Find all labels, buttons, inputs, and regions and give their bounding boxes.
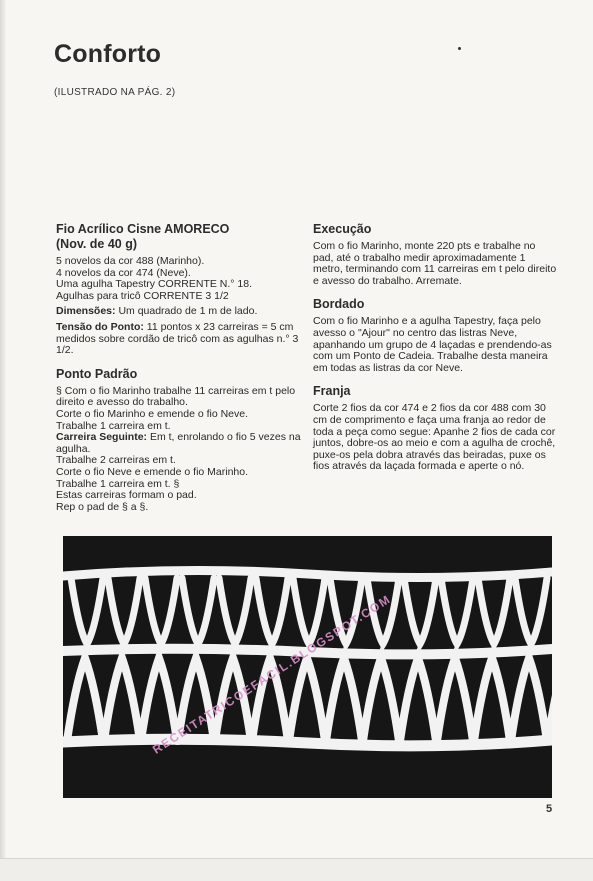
pattern-line: § Com o fio Marinho trabalhe 11 carreiras em t pelo direito e avesso do trabalho. xyxy=(56,384,296,409)
pattern-line: Trabalhe 1 carreira em t. § xyxy=(56,477,180,490)
yarn-heading: Fio Acrílico Cisne AMORECO xyxy=(56,222,230,236)
left-column xyxy=(56,222,301,513)
tension-value: 11 pontos x 23 carreiras = 5 cm medidos sobre cordão de tricô com as agulhas n.° 3 1/2. xyxy=(56,320,299,357)
right-column xyxy=(313,222,557,473)
page-bottom-edge xyxy=(0,858,593,881)
page-gutter-shadow xyxy=(0,0,6,880)
next-row-label: Carreira Seguinte: xyxy=(56,431,148,444)
next-row-text xyxy=(56,432,301,455)
stitch-photo xyxy=(63,536,552,798)
blog-watermark: RECEITATRICOEFACIL.BLOGSPOT.COM xyxy=(150,591,394,757)
print-speck xyxy=(458,47,461,50)
material-line: 5 novelos da cor 488 (Marinho). xyxy=(56,255,205,267)
pattern-line: Corte o fio Marinho e emende o fio Neve. xyxy=(56,407,249,420)
stitch-photo-drawing xyxy=(63,536,552,798)
embroidery-heading: Bordado xyxy=(313,297,365,312)
pattern-line: Estas carreiras formam o pad. xyxy=(56,489,197,502)
tension-text xyxy=(56,322,301,357)
pattern-heading: Ponto Padrão xyxy=(56,366,138,381)
page-number: 5 xyxy=(546,803,553,815)
pattern-line: Trabalhe 2 carreiras em t. xyxy=(56,454,176,467)
tension-label: Tensão do Ponto: xyxy=(56,320,144,333)
yarn-loop xyxy=(63,739,552,746)
fringe-heading: Franja xyxy=(313,384,351,399)
pattern-line: Rep o pad de § a §. xyxy=(56,500,149,513)
embroidery-text: Com o fio Marinho e a agulha Tapestry, faça pelo avesso o "Ajour" no centro das listras Neve, apanhando um grupo de 4 laçadas e prendendo-as com um Ponto de Cadeia. Trabalhe desta maneira em todas as listras da cor Neve. xyxy=(313,315,552,374)
page-title: Conforto xyxy=(54,40,162,68)
execution-heading: Execução xyxy=(313,222,372,236)
yarn-weight-heading: (Nov. de 40 g) xyxy=(56,237,138,251)
material-line: Agulhas para tricô CORRENTE 3 1/2 xyxy=(56,289,229,302)
dimensions-value: Um quadrado de 1 m de lado. xyxy=(115,305,258,318)
dimensions-text xyxy=(56,306,301,318)
fringe-text: Corte 2 fios da cor 474 e 2 fios da cor 488 com 30 cm de comprimento e faça uma franja ao redor de toda a peça como segue: Apanhe 2 fios de cada cor juntos, dobre-os ao meio e com a agulha de crochê, puxe-os pela dobra através das beiradas, puxe os fios através da laçada formada e aperte o nó. xyxy=(313,402,556,473)
execution-text: Com o fio Marinho, monte 220 pts e trabalhe no pad, até o trabalho medir aproximadamente 1 metro, terminando com 11 carreiras em t pelo direito e avesso do trabalho. Arremate. xyxy=(313,240,557,287)
dimensions-label: Dimensões: xyxy=(56,305,116,318)
material-line: 4 novelos da cor 474 (Neve). xyxy=(56,266,191,279)
illustration-reference: (ILUSTRADO NA PÁG. 2) xyxy=(54,87,176,98)
next-row-value: Em t, enrolando o fio 5 vezes na agulha. xyxy=(56,431,301,455)
material-line: Uma agulha Tapestry CORRENTE N.° 18. xyxy=(56,278,252,291)
pattern-line: Corte o fio Neve e emende o fio Marinho. xyxy=(56,465,249,478)
pattern-line: Trabalhe 1 carreira em t. xyxy=(56,419,171,432)
